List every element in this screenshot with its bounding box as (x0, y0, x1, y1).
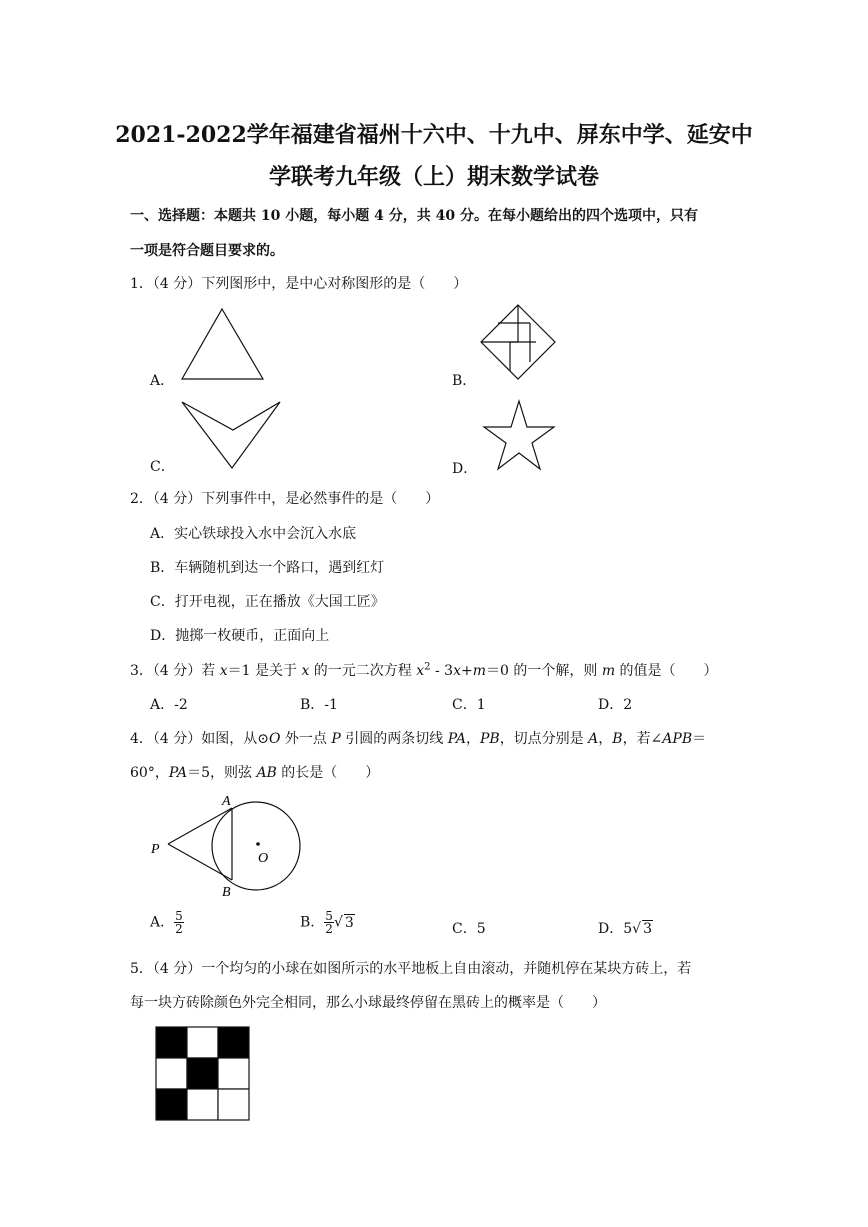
q3-option-c: C．1 (452, 697, 486, 713)
q3-stem: 3．（4 分）若 x＝1 是关于 x 的一元二次方程 $x^2$ ‐ 3x+m＝0 的一个解，则 m 的值是（ ） (130, 661, 718, 679)
q2-option-d: D．抛掷一枚硬币，正面向上 (150, 628, 330, 644)
q4-option-c: C．5 (452, 921, 486, 937)
q4-point-label-p: P (151, 842, 160, 857)
q1-figure-triangle (178, 306, 268, 384)
q4-stem-line2: 60°，PA＝5，则弦 AB 的长是（ ） (130, 765, 380, 781)
q4-point-label-o: O (258, 851, 269, 866)
white-tile (218, 1089, 249, 1120)
q1-figure-pinwheel-square (478, 302, 560, 384)
q1-label-a: A． (150, 373, 175, 389)
q1-label-b: B． (452, 373, 477, 389)
section-heading-line1: 一、选择题：本题共 10 小题，每小题 4 分，共 40 分。在每小题给出的四个选项中，只有 (130, 208, 698, 224)
black-tile (218, 1027, 249, 1058)
q4-option-a: A． $\frac{5}{2}$ (150, 909, 183, 936)
white-tile (156, 1058, 187, 1089)
q2-option-b: B．车辆随机到达一个路口，遇到红灯 (150, 560, 385, 576)
q4-point-label-a: A (222, 794, 231, 809)
q1-figure-arrowhead (176, 398, 286, 472)
q4-figure-tangent-circle (148, 792, 308, 900)
white-tile (218, 1058, 249, 1089)
q1-stem: 1．（4 分）下列图形中，是中心对称图形的是（ ） (130, 276, 468, 292)
q5-figure-tile-grid (154, 1025, 252, 1123)
q4-option-b: B． $\frac{5}{2}$ √ 3 (300, 909, 354, 936)
q1-figure-star (480, 398, 558, 472)
q5-stem-line1: 5．（4 分）一个均匀的小球在如图所示的水平地板上自由滚动，并随机停在某块方砖上，若 (130, 961, 692, 977)
q4-point-label-b: B (222, 885, 231, 900)
q1-label-d: D． (452, 461, 478, 477)
q4-stem-line1: 4．（4 分）如图，从⊙O 外一点 P 引圆的两条切线 PA，PB，切点分别是 A，B，若∠APB＝ (130, 731, 707, 747)
q3-option-d: D．2 (598, 697, 633, 713)
q2-option-c: C．打开电视，正在播放《大国工匠》 (150, 594, 385, 610)
section-heading-line2: 一项是符合题目要求的。 (130, 243, 284, 259)
white-tile (187, 1089, 218, 1120)
q2-stem: 2．（4 分）下列事件中，是必然事件的是（ ） (130, 491, 440, 507)
q4-option-d: D．5√ 3 (598, 921, 652, 937)
black-tile (156, 1089, 187, 1120)
white-tile (187, 1027, 218, 1058)
black-tile (187, 1058, 218, 1089)
exam-title-line1: 2021-2022学年福建省福州十六中、十九中、屏东中学、延安中 (115, 122, 753, 148)
q2-option-a: A．实心铁球投入水中会沉入水底 (150, 526, 357, 542)
black-tile (156, 1027, 187, 1058)
q5-stem-line2: 每一块方砖除颜色外完全相同，那么小球最终停留在黑砖上的概率是（ ） (130, 995, 606, 1011)
exam-title-line2: 学联考九年级（上）期末数学试卷 (268, 164, 599, 190)
q1-label-c: C． (150, 459, 175, 475)
q3-option-a: A．‐2 (150, 697, 188, 713)
q3-option-b: B．‐1 (300, 697, 338, 713)
